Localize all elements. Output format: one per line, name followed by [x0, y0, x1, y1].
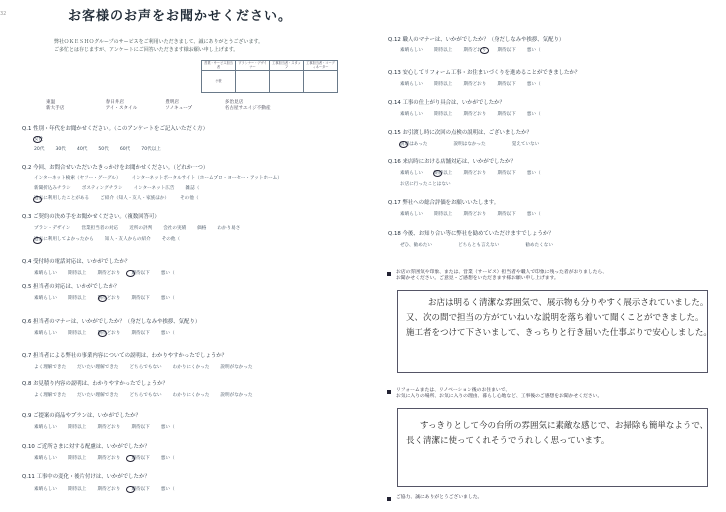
answer-circle: [33, 136, 42, 143]
option[interactable]: 過去に利用してよかったから: [34, 237, 94, 242]
option[interactable]: インターネット検索（ヤフー・グーグル）: [34, 176, 121, 181]
answer-circle: [399, 141, 408, 148]
option[interactable]: 素晴らしい: [34, 425, 57, 430]
option[interactable]: 素晴らしい: [34, 456, 57, 461]
option-row: [34, 196, 209, 201]
option[interactable]: 期待どおり: [463, 112, 487, 117]
option[interactable]: 期待以上: [67, 425, 87, 430]
question-label: Q.1 性別・年代をお聞かせください。（このアンケートをご記入いただく方）: [22, 126, 208, 132]
question-label: Q.17 弊社への総合評価をお願いいたします。: [388, 200, 500, 206]
option[interactable]: 過去に利用したことがある: [34, 196, 90, 201]
question-label: Q.12 職人のマナーは、いかがでしたか？（身だしなみや挨拶、気配り）: [388, 37, 565, 43]
option[interactable]: 素晴らしい: [400, 48, 423, 53]
bullet-icon: [387, 497, 391, 501]
option[interactable]: どちらでもない: [129, 393, 162, 398]
option-row: [34, 365, 264, 370]
scan-number: 32: [0, 11, 7, 17]
store-option[interactable]: 東温: [46, 100, 56, 105]
option[interactable]: 悪い（: [526, 112, 541, 117]
option[interactable]: 期待以上: [67, 271, 87, 276]
store-option[interactable]: 豊明店: [165, 100, 179, 105]
option[interactable]: 70代以上: [141, 147, 161, 152]
store-option[interactable]: ソノキュープ: [165, 105, 193, 111]
option[interactable]: 期待以下: [497, 212, 516, 217]
option[interactable]: よく理解できた: [34, 393, 67, 398]
option[interactable]: 説明はあった: [400, 142, 428, 147]
prompt-line: お聞かせください。ご意見・ご感想をいただきます様お願い申し上げます。: [396, 275, 559, 281]
page-title: お客様のお声をお聞かせください。: [68, 9, 293, 24]
option-row: [400, 182, 462, 187]
option[interactable]: 期待以上: [433, 212, 453, 217]
option[interactable]: 期待以下: [131, 487, 150, 492]
option-row: [34, 487, 186, 492]
store-option[interactable]: 多治見店: [224, 100, 244, 105]
handwritten-line: 又、次の間で担当の方がていねいな説明を落ち着いて聞くことができました。: [406, 313, 704, 323]
option[interactable]: 悪い（: [160, 456, 175, 461]
option[interactable]: 期待以上: [433, 171, 453, 176]
option[interactable]: 期待以上: [67, 487, 87, 492]
question-label: Q.16 来店時における店舗対応は、いかがでしたか？: [388, 159, 516, 165]
question-label: Q.2 今回、お問合せいただいたきっかけをお聞かせください。（どれか一つ）: [22, 165, 209, 171]
question-label: Q.9 ご提案の商品やプランは、いかがでしたか？: [22, 413, 141, 419]
option-row: [400, 212, 552, 217]
option[interactable]: 素晴らしい: [34, 271, 57, 276]
option[interactable]: 悪い（: [160, 487, 175, 492]
option[interactable]: 勧めたくない: [525, 243, 553, 248]
staff-header: 営業・サービス担当者: [202, 61, 236, 71]
option-row: [34, 237, 191, 242]
option[interactable]: 期待以下: [497, 48, 516, 53]
option-row: [34, 271, 186, 276]
option[interactable]: 期待以下: [497, 82, 516, 87]
option[interactable]: 期待以下: [497, 171, 516, 176]
store-option[interactable]: アイ・スタイル: [105, 105, 138, 111]
option[interactable]: 悪い（: [160, 331, 175, 336]
option[interactable]: 説明はなかった: [453, 142, 486, 147]
option[interactable]: 素晴らしい: [34, 487, 57, 492]
option[interactable]: ぜひ、勧めたい: [400, 243, 432, 248]
handwritten-line: 施工者をつけて下さいまして、きっちりと行き届いた仕事ぶりで安心しました。: [406, 328, 712, 338]
option[interactable]: わかりにくかった: [172, 393, 210, 398]
option-row: [400, 171, 552, 176]
option-row: [400, 112, 552, 117]
question-label: Q.8 お見積り内容の説明は、わかりやすかったでしょうか？: [22, 381, 168, 387]
option[interactable]: 説明がなかった: [220, 365, 253, 370]
handwritten-line: 長く清潔に使ってくれそうでうれしく思っています。: [406, 436, 610, 446]
option[interactable]: 期待以下: [131, 296, 150, 301]
question-label: Q.18 今後、お知り合い等に弊社を勧めていただけますでしょうか？: [388, 231, 554, 237]
option[interactable]: 期待どおり: [97, 487, 121, 492]
option[interactable]: わかり易さ: [217, 226, 241, 231]
option[interactable]: 悪い（: [160, 296, 175, 301]
question-label: Q.6 担当者のマナーは、いかがでしたか？（身だしなみや挨拶、気配り）: [22, 319, 201, 325]
option[interactable]: お店に行ったことはない: [400, 182, 451, 187]
bullet-icon: [387, 272, 391, 276]
question-label: Q.10 ご近所さまに対する配慮は、いかがでしたか？: [22, 444, 150, 450]
option-row: [34, 186, 210, 191]
store-option[interactable]: 春日井店: [105, 100, 124, 105]
prompt-line: お気に入りの場所、お気に入りの理由、暮らし心地など、工事後のご感想をお聞かせください。: [396, 393, 603, 399]
option[interactable]: どちらとも言えない: [457, 243, 500, 248]
answer-circle: [98, 330, 107, 337]
option-row: [400, 82, 552, 87]
question-label: Q.5 担当者の対応は、いかがでしたか？: [22, 284, 120, 290]
question-label: Q.7 担当者による弊社の事業内容についての説明は、わかりやすかったでしょうか？: [22, 353, 228, 359]
option-row: [34, 393, 264, 398]
comment-prompt: [396, 388, 602, 399]
option[interactable]: 素晴らしい: [400, 112, 423, 117]
option[interactable]: 期待どおり: [97, 296, 121, 301]
option-row: [400, 142, 550, 147]
question-label: Q.13 安心してリフォーム工事・お住まいづくりを進めることができましたか？: [388, 70, 581, 76]
staff-name: 小笹: [202, 71, 236, 93]
option[interactable]: 会社の実績: [163, 226, 187, 231]
option[interactable]: 50代: [98, 147, 109, 152]
staff-header: 工事担当者・スタッフ: [270, 61, 304, 71]
option[interactable]: 期待どおり: [463, 82, 487, 87]
option[interactable]: 女性: [34, 137, 44, 142]
question-label: Q.15 お引渡し時に次回の点検の説明は、ございましたか？: [388, 130, 532, 136]
answer-circle: [433, 170, 442, 177]
option[interactable]: 期待以下: [497, 112, 516, 117]
option[interactable]: だいたい理解できた: [77, 365, 119, 370]
option-row: [34, 331, 186, 336]
option[interactable]: 悪い（: [526, 82, 541, 87]
footer-thanks: ご協力、誠にありがとうございました。: [396, 495, 483, 500]
staff-cell: [304, 71, 338, 93]
answer-circle: [126, 486, 135, 493]
option[interactable]: ポスティングチラシ: [81, 186, 123, 191]
option-row: [400, 243, 564, 248]
option-row: [34, 176, 293, 181]
prompt-line: リフォームまたは、リノベーション後のお住まいで、: [396, 388, 511, 393]
staff-table: [201, 60, 338, 93]
option[interactable]: よく理解できた: [34, 365, 67, 370]
option[interactable]: 期待以上: [433, 48, 453, 53]
option[interactable]: 期待以上: [433, 112, 453, 117]
option[interactable]: 素晴らしい: [34, 331, 57, 336]
option[interactable]: 期待どおり: [463, 48, 487, 53]
staff-cell: [236, 71, 270, 93]
option-row: [34, 226, 251, 231]
option[interactable]: 近所の評判: [129, 226, 153, 231]
option[interactable]: 素晴らしい: [34, 296, 57, 301]
option-row: [34, 296, 186, 301]
option[interactable]: 説明がなかった: [220, 393, 253, 398]
option[interactable]: 知人・友人からの紹介: [104, 237, 151, 242]
option[interactable]: 営業担当者の対応: [81, 226, 119, 231]
option-row: [34, 456, 186, 461]
bullet-icon: [387, 390, 391, 394]
option[interactable]: その他（: [180, 196, 199, 201]
option[interactable]: 期待どおり: [97, 331, 121, 336]
option[interactable]: その他（: [161, 237, 181, 242]
option[interactable]: 素晴らしい: [400, 82, 423, 87]
question-label: Q.3 ご契約の決め手をお聞かせください。（複数回答可）: [22, 214, 160, 220]
answer-circle: [98, 295, 107, 302]
store-list: [46, 100, 286, 112]
option[interactable]: 素晴らしい: [400, 171, 423, 176]
option[interactable]: 悪い（: [160, 425, 175, 430]
option[interactable]: 20代: [34, 147, 45, 152]
option[interactable]: 期待以下: [131, 331, 150, 336]
option-row: [34, 147, 172, 152]
option[interactable]: 素晴らしい: [400, 212, 423, 217]
option[interactable]: インターネット広告: [133, 186, 175, 191]
option[interactable]: 悪い（: [526, 48, 541, 53]
option[interactable]: 悪い（: [526, 212, 541, 217]
option[interactable]: 期待以上: [67, 456, 87, 461]
option[interactable]: 期待以上: [67, 296, 87, 301]
handwritten-line: すっきりとして今の台所の雰囲気に素敵な感じで、お掃除も簡単なようで、: [420, 421, 709, 431]
option[interactable]: 期待どおり: [463, 212, 487, 217]
option[interactable]: 悪い（: [526, 171, 541, 176]
intro-line: ご多忙とは存じますが、アンケートにご回答いただきます様お願い申し上げます。: [54, 46, 239, 53]
option[interactable]: 期待以下: [131, 425, 150, 430]
option[interactable]: 悪い（: [160, 271, 175, 276]
option-row: [400, 48, 552, 53]
option[interactable]: 期待どおり: [97, 425, 121, 430]
answer-circle: [33, 196, 42, 203]
option[interactable]: 新聞折込みチラシ: [34, 186, 71, 191]
comment-prompt: [396, 270, 607, 281]
option[interactable]: 価格: [197, 226, 207, 231]
store-option[interactable]: 名古屋サエイジ不動産: [224, 105, 271, 111]
option-row: [34, 425, 186, 430]
option[interactable]: 期待以上: [67, 331, 87, 336]
option[interactable]: だいたい理解できた: [77, 393, 119, 398]
option[interactable]: どちらでもない: [129, 365, 162, 370]
store-option[interactable]: 新大手店: [46, 105, 65, 111]
option[interactable]: 期待どおり: [97, 456, 121, 461]
option[interactable]: プラン・デザイン: [34, 226, 71, 231]
answer-circle: [33, 237, 42, 244]
option[interactable]: わかりにくかった: [172, 365, 210, 370]
option[interactable]: 60代: [119, 147, 131, 152]
answer-circle: [126, 270, 135, 277]
answer-circle: [126, 455, 135, 462]
option[interactable]: 期待以下: [131, 271, 150, 276]
option[interactable]: 雑誌（: [185, 186, 200, 191]
staff-header: プランナー・デザイナー: [236, 61, 270, 71]
prompt-line: お店の雰囲気や印象、または、営業（サービス）担当者や職人で印象に残った者がおりましたら、: [396, 270, 608, 275]
option[interactable]: インターネットポータルサイト（ホームプロ・ヨーセー・アットホーム）: [131, 176, 282, 181]
question-label: Q.11 工事中の変化・後片付けは、いかがでしたか？: [22, 474, 150, 480]
intro-text: [54, 40, 354, 56]
option[interactable]: 覚えていない: [511, 142, 540, 147]
option[interactable]: 期待どおり: [463, 171, 487, 176]
question-label: Q.4 受付時の電話対応は、いかがでしたか？: [22, 259, 131, 265]
intro-line: 弊社ＯＫＥＳＨＯグループのサービスをご利用いただきまして、誠にありがとうございます。: [54, 39, 264, 45]
staff-cell: [270, 71, 304, 93]
option[interactable]: 40代: [76, 147, 88, 152]
question-label: Q.14 工事の仕上がり具合は、いかがでしたか？: [388, 100, 505, 106]
handwritten-line: お店は明るく清潔な雰囲気で、展示物も分りやすく展示されていました。: [428, 298, 709, 308]
staff-header: 工事担当者・コーディネーター: [304, 61, 338, 71]
answer-circle: [480, 47, 489, 54]
option[interactable]: 30代: [55, 147, 66, 152]
option[interactable]: 期待以上: [433, 82, 453, 87]
option[interactable]: 期待どおり: [97, 271, 121, 276]
option[interactable]: 期待以下: [131, 456, 150, 461]
option[interactable]: ご紹介（知人・友人・家族ほか）: [100, 196, 170, 201]
